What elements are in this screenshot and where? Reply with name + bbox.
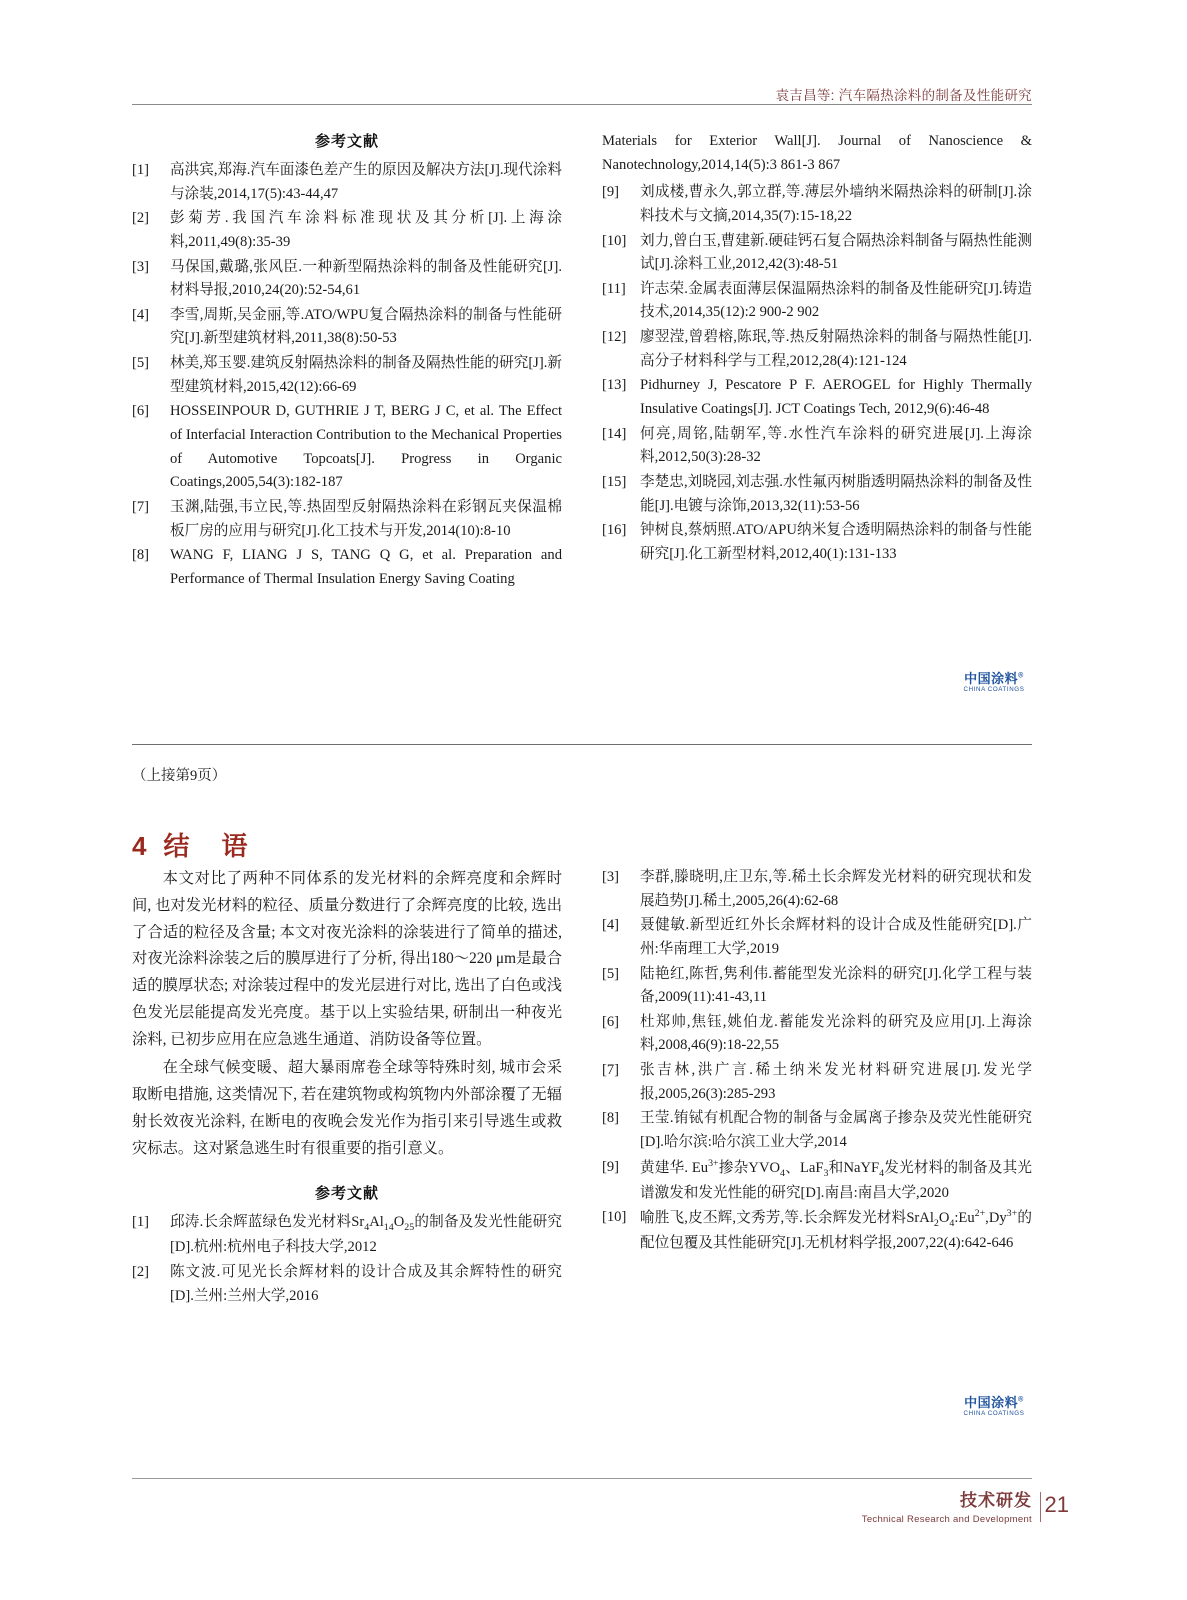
reference-number: [14] — [602, 425, 627, 442]
reference-number: [5] — [602, 965, 620, 982]
bottom-article-left-column — [132, 866, 562, 1309]
footer-zh-label: 技术研发 — [960, 1491, 1032, 1510]
reference-item — [602, 1206, 1032, 1255]
reference-item — [602, 326, 1032, 373]
reference-number: [8] — [132, 547, 150, 564]
reference-text: WANG F, LIANG J S, TANG Q G, et al. Preparation and Performance of Thermal Insulation Energy Saving Coating — [170, 547, 562, 587]
reference-number: [9] — [602, 184, 620, 201]
reference-text: 王莹.铕铽有机配合物的制备与金属离子掺杂及荧光性能研究[D].哈尔滨:哈尔滨工业大学,2014 — [640, 1110, 1032, 1151]
footer-en-label: Technical Research and Development — [861, 1514, 1032, 1525]
reference-text: 张吉林,洪广言.稀土纳米发光材料研究进展[J].发光学报,2005,26(3):285-293 — [640, 1062, 1032, 1102]
reference-item — [602, 1107, 1032, 1154]
reference-text: 邱涛.长余辉蓝绿色发光材料$Sr_4Al_{14}O_{25}$的制备及发光性能研究[D].杭州:杭州电子科技大学,2012 — [170, 1214, 562, 1256]
reference-text: 喻胜飞,皮丕辉,文秀芳,等.长余辉发光材料$SrAl_2O_4:Eu^{2+},Dy^{3+}$的配位包覆及其性能研究[J].无机材料学报,2007,22(4):642-646 — [640, 1208, 1032, 1251]
footer-rule — [132, 1478, 1032, 1479]
reference-number: [4] — [602, 917, 620, 934]
bottom-right-reference-list — [602, 866, 1032, 1256]
reference-item — [602, 278, 1032, 325]
reference-item — [602, 866, 1032, 913]
reference-item — [132, 304, 562, 351]
reference-item — [132, 1211, 562, 1260]
reference-item — [602, 374, 1032, 421]
reference-text: 刘成楼,曹永久,郭立群,等.薄层外墙纳米隔热涂料的研制[J].涂料技术与文摘,2014,35(7):15-18,22 — [640, 184, 1032, 224]
reference-text: 陆艳红,陈哲,隽利伟.蓄能型发光涂料的研究[J].化学工程与装备,2009(11):41-43,11 — [640, 965, 1032, 1006]
reference-text: 廖翌滢,曾碧榕,陈珉,等.热反射隔热涂料的制备与隔热性能[J].高分子材料科学与工程,2012,28(4):121-124 — [640, 329, 1032, 369]
reference-item — [132, 207, 562, 254]
reference-number: [4] — [132, 306, 150, 323]
top-references-title: 参考文献 — [314, 133, 379, 150]
reference-number: [10] — [602, 1209, 627, 1226]
header-rule — [132, 104, 1032, 105]
reference-number: [6] — [132, 403, 150, 420]
reference-number: [10] — [602, 232, 627, 249]
footer-divider — [1040, 1492, 1041, 1522]
reference-text: 彭菊芳.我国汽车涂料标准现状及其分析[J].上海涂料,2011,49(8):35-39 — [170, 210, 562, 250]
reference-item — [602, 230, 1032, 277]
logo-cn-text-bottom: 中国涂料® — [964, 1395, 1024, 1410]
reference-item — [132, 1261, 562, 1308]
bottom-left-reference-list — [132, 1211, 562, 1308]
reference-text: 马保国,戴璐,张风臣.一种新型隔热涂料的制备及性能研究[J].材料导报,2010,24(20):52-54,61 — [170, 258, 562, 299]
top-article-right-column — [602, 130, 1032, 568]
reference-text: 刘力,曾白玉,曹建新.硬硅钙石复合隔热涂料制备与隔热性能测试[J].涂料工业,2012,42(3):48-51 — [640, 232, 1032, 273]
reference-number: [3] — [132, 258, 150, 275]
continued-from-note: （上接第9页） — [132, 768, 227, 784]
reference-text: 杜郑帅,焦钰,姚伯龙.蓄能发光涂料的研究及应用[J].上海涂料,2008,46(9):18-22,55 — [640, 1013, 1032, 1054]
top-article-left-column — [132, 130, 562, 593]
reference-number: [2] — [132, 1264, 150, 1281]
reference-text: HOSSEINPOUR D, GUTHRIE J T, BERG J C, et al. The Effect of Interfacial Interaction Contribution to the Mechanical Properties of Automotive Topcoats[J]. Progress in Organic Coatings,2005,54(3):182-187 — [170, 403, 562, 491]
running-head: 袁吉昌等: 汽车隔热涂料的制备及性能研究 — [775, 88, 1032, 103]
reference-text: 何亮,周铭,陆朝军,等.水性汽车涂料的研究进展[J].上海涂料,2012,50(3):28-32 — [640, 425, 1032, 466]
reference-number: [7] — [132, 498, 150, 515]
reference-text: 李雪,周斯,吴金丽,等.ATO/WPU复合隔热涂料的制备与性能研究[J].新型建筑材料,2011,38(8):50-53 — [170, 306, 562, 347]
top-right-continuation: Materials for Exterior Wall[J]. Journal of Nanoscience & Nanotechnology,2014,14(5):3 861-3 867 — [602, 133, 1032, 173]
reference-number: [11] — [602, 280, 626, 297]
reference-item — [132, 352, 562, 399]
reference-number: [8] — [602, 1110, 620, 1127]
conclusion-paragraph-2: 在全球气候变暖、超大暴雨席卷全球等特殊时刻, 城市会采取断电措施, 这类情况下, 若在建筑物或构筑物内外部涂覆了无辐射长效夜光涂料, 在断电的夜晚会发光作为指引来引导逃生或救灾标志。这对紧急逃生时有很重要的指引意义。 — [132, 1059, 562, 1157]
reference-item — [602, 519, 1032, 566]
reference-text: 钟树良,蔡炳照.ATO/APU纳米复合透明隔热涂料的制备与性能研究[J].化工新型材料,2012,40(1):131-133 — [640, 522, 1032, 562]
reference-number: [9] — [602, 1158, 620, 1175]
section-title: 结 语 — [163, 831, 251, 861]
reference-item — [602, 471, 1032, 518]
reference-number: [5] — [132, 355, 150, 372]
top-left-reference-list — [132, 159, 562, 592]
reference-item — [602, 914, 1032, 961]
page-number: 21 — [1044, 1492, 1069, 1517]
china-coatings-logo-bottom — [956, 1396, 1032, 1417]
logo-en-text-top: CHINA COATINGS — [963, 685, 1025, 693]
reference-text: 黄建华. $Eu^{3+}$掺杂$YVO_4$、LaF$_3$和NaYF$_4$发光材料的制备及其光谱激发和发光性能的研究[D].南昌:南昌大学,2020 — [640, 1157, 1032, 1201]
reference-number: [12] — [602, 329, 627, 346]
reference-number: [13] — [602, 377, 627, 394]
reference-item — [602, 963, 1032, 1010]
conclusion-paragraph-1: 本文对比了两种不同体系的发光材料的余辉亮度和余辉时间, 也对发光材料的粒径、质量分数进行了余辉亮度的比较, 选出了合适的粒径及含量; 本文对夜光涂料的涂装进行了简单的描述, 对夜光涂料涂装之后的膜厚进行了分析, 得出180～220 μm是最合适的膜厚状态; 对涂装过程中的发光层进行对比, 选出了白色或浅色发光层能提高发光亮度。基于以上实验结果, 研制出一种夜光涂料, 已初步应用在应急逃生通道、消防设备等位置。 — [132, 870, 562, 1048]
reference-text: 李楚忠,刘晓园,刘志强.水性氟丙树脂透明隔热涂料的制备及性能[J].电镀与涂饰,2013,32(11):53-56 — [640, 473, 1032, 514]
china-coatings-logo-top — [956, 672, 1032, 693]
reference-number: [6] — [602, 1013, 620, 1030]
reference-text: 玉渊,陆强,韦立民,等.热固型反射隔热涂料在彩钢瓦夹保温棉板厂房的应用与研究[J].化工技术与开发,2014(10):8-10 — [170, 498, 562, 539]
reference-number: [2] — [132, 210, 150, 227]
bottom-references-title: 参考文献 — [314, 1185, 379, 1203]
section-heading — [132, 826, 250, 863]
reference-item — [602, 1156, 1032, 1205]
section-number: 4 — [132, 831, 150, 861]
reference-text: 李群,滕晓明,庄卫东,等.稀土长余辉发光材料的研究现状和发展趋势[J].稀土,2005,26(4):62-68 — [640, 869, 1032, 909]
article-divider-rule — [132, 744, 1032, 745]
top-right-reference-list — [602, 181, 1032, 566]
reference-item — [602, 423, 1032, 470]
reference-number: [16] — [602, 522, 627, 539]
logo-en-text-bottom: CHINA COATINGS — [963, 1409, 1025, 1417]
reference-number: [3] — [602, 869, 620, 885]
reference-text: Pidhurney J, Pescatore P F. AEROGEL for Highly Thermally Insulative Coatings[J]. JCT Coatings Tech, 2012,9(6):46-48 — [640, 377, 1032, 418]
reference-item — [132, 496, 562, 543]
reference-item — [602, 1059, 1032, 1106]
bottom-article-right-column — [602, 866, 1032, 1257]
footer-section-label — [862, 1486, 1032, 1525]
logo-cn-text-top: 中国涂料® — [964, 671, 1024, 686]
reference-item — [132, 159, 562, 206]
reference-text: 许志荣.金属表面薄层保温隔热涂料的制备及性能研究[J].铸造技术,2014,35(12):2 900-2 902 — [640, 280, 1032, 321]
reference-text: 陈文波.可见光长余辉材料的设计合成及其余辉特性的研究[D].兰州:兰州大学,2016 — [170, 1264, 562, 1304]
reference-text: 高洪宾,郑海.汽车面漆色差产生的原因及解决方法[J].现代涂料与涂装,2014,17(5):43-44,47 — [170, 162, 562, 202]
reference-number: [1] — [132, 1214, 150, 1231]
reference-item — [132, 256, 562, 303]
reference-item — [602, 181, 1032, 228]
reference-text: 聂健敏.新型近红外长余辉材料的设计合成及性能研究[D].广州:华南理工大学,2019 — [640, 917, 1032, 957]
reference-item — [602, 1011, 1032, 1058]
reference-item — [132, 400, 562, 495]
reference-number: [15] — [602, 473, 627, 490]
reference-text: 林美,郑玉婴.建筑反射隔热涂料的制备及隔热性能的研究[J].新型建筑材料,2015,42(12):66-69 — [170, 355, 562, 395]
reference-item — [132, 544, 562, 591]
reference-number: [1] — [132, 162, 150, 178]
reference-number: [7] — [602, 1062, 620, 1079]
